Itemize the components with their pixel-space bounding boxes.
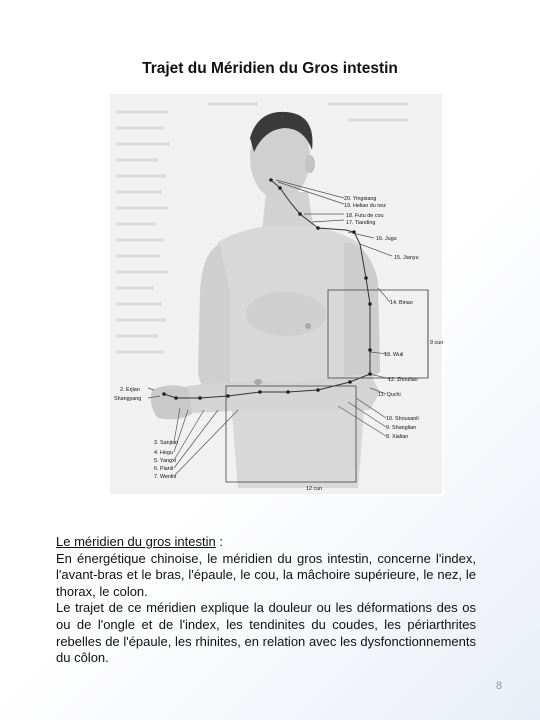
label-tianding: 17. Tianding (346, 220, 376, 226)
description-block (56, 534, 476, 667)
label-shangyang: Shangyang (114, 396, 142, 402)
label-heliao: 19. Heliao du nez (344, 203, 386, 209)
label-shousanli: 10. Shousanli (386, 416, 419, 422)
label-futu: 18. Futu de cou (346, 213, 384, 219)
label-jugu: 16. Jugu (376, 236, 397, 242)
label-jianyu: 15. Jianyu (394, 255, 419, 261)
meridian-figure-svg (108, 92, 444, 496)
label-xialian: 8. Xialian (386, 434, 409, 440)
page-number: 8 (496, 680, 503, 692)
label-yingxiang: 20. Yingxiang (344, 196, 377, 202)
meridian-illustration (108, 92, 444, 496)
label-pianli: 6. Pianli (154, 466, 174, 472)
label-wenliu: 7. Wenliu (154, 474, 177, 480)
label-hegu: 4. Hegu (154, 450, 173, 456)
label-wuli: 13. Wuli (384, 352, 404, 358)
label-sanjian: 3. Sanjian (154, 440, 178, 446)
label-binao: 14. Binao (390, 300, 413, 306)
paragraph-2: Le trajet de ce méridien explique la douleur ou les déformations des os ou de l'ongle et de l'index, les tendinites du coudes, les périarthrites rebelles de l'épaule, les rhinites, en relation avec les dysfonctionnements du côlon. (56, 600, 476, 666)
label-erjian: 2. Erjian (120, 387, 140, 393)
label-zhouliao: 12. Zhouliao (388, 377, 418, 383)
section-heading (56, 534, 476, 551)
label-12cun: 12 cun (306, 486, 323, 492)
paragraph-1: En énergétique chinoise, le méridien du gros intestin, concerne l'index, l'avant-bras et le bras, l'épaule, le cou, la mâchoire supérieure, le nez, le thorax, le colon. (56, 550, 476, 599)
label-9cun: 9 cun (430, 340, 444, 346)
heading-colon: : (215, 534, 223, 549)
label-quchi: 11. Quchi (378, 392, 401, 398)
page-title: Trajet du Méridien du Gros intestin (142, 60, 398, 77)
label-yangxi: 5. Yangxi (154, 458, 176, 464)
label-shanglian: 9. Shanglian (386, 425, 416, 431)
heading-text: Le méridien du gros intestin (56, 534, 216, 549)
